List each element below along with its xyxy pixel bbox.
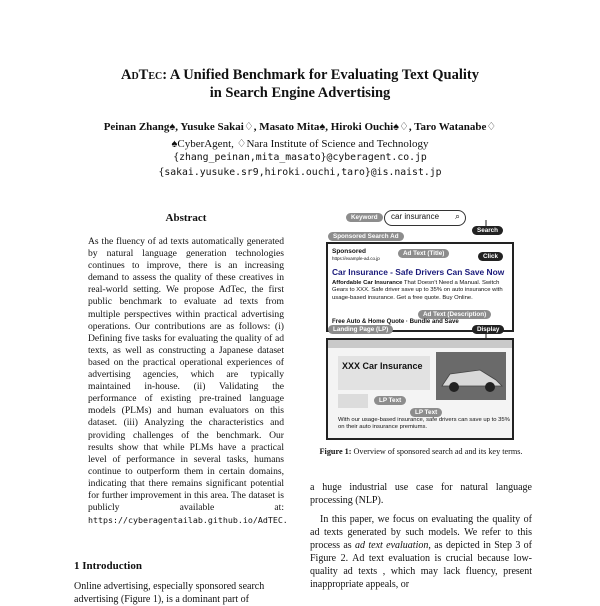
search-box[interactable] xyxy=(384,210,466,226)
right-column-text xyxy=(310,481,532,591)
sponsored-tag: Sponsored xyxy=(332,248,366,255)
title-rest: : A Unified Benchmark for Evaluating Text Quality xyxy=(162,67,480,83)
lp-thumb-block xyxy=(338,394,368,408)
click-label: Click xyxy=(478,252,503,261)
figure-1 xyxy=(318,206,518,442)
section-heading-introduction: 1 Introduction xyxy=(74,560,142,572)
paragraph-1: a huge industrial use case for natural language processing (NLP). xyxy=(310,482,532,506)
paper-title xyxy=(0,66,600,102)
ad-text-description-label: Ad Text (Description) xyxy=(418,310,491,319)
landing-page-box xyxy=(326,338,514,440)
ad-text-title-label: Ad Text (Title) xyxy=(398,249,449,258)
paragraph-2-b: , as depicted in Step 3 of Figure 2. Ad text evaluation is crucial because low-quality ad texts , which may lack fluency, present inappropriate appeals, or xyxy=(310,540,533,590)
ad-description-text: That Doesn't Need a Manual. Switch Gears to XXX. Safe driver save up to 35% on auto insurance with usage-based insurance. Get a free quote. Buy Online. xyxy=(332,280,503,301)
lp-text-label-1: LP Text xyxy=(374,396,406,405)
car-illustration xyxy=(436,352,506,400)
paragraph-2 xyxy=(310,513,532,591)
author-list: Peinan Zhang♠, Yusuke Sakai♢, Masato Mita♠, Hiroki Ouchi♠♢, Taro Watanabe♢ xyxy=(103,121,497,133)
search-icon[interactable]: ⌕ xyxy=(454,211,460,221)
sponsored-search-ad-label: Sponsored Search Ad xyxy=(328,232,404,241)
ad-sitelinks[interactable]: Free Auto & Home Quote · Bundle and Save xyxy=(332,318,459,325)
email-line-1: {zhang_peinan,mita_masato}@cyberagent.co.jp xyxy=(173,152,427,163)
title-line-2: in Search Engine Advertising xyxy=(209,85,391,101)
figure-caption xyxy=(310,447,532,456)
lp-body-text: With our usage-based insurance, safe drivers can save up to 35% on their auto insurance premiums. xyxy=(338,417,510,431)
search-query: car insurance xyxy=(391,212,440,221)
sponsored-ad-box[interactable] xyxy=(326,242,514,332)
paragraph-2-emphasis: ad text evaluation xyxy=(355,540,429,551)
introduction-text: Online advertising, especially sponsored search advertising (Figure 1), is a dominant part of xyxy=(74,581,265,605)
lp-heading: XXX Car Insurance xyxy=(342,361,423,371)
ad-description xyxy=(332,280,508,302)
email-line-2: {sakai.yusuke.sr9,hiroki.ouchi,taro}@is.naist.jp xyxy=(158,167,442,178)
title-benchmark-name: AdTec xyxy=(120,67,163,83)
dataset-url[interactable]: https://cyberagentailab.github.io/AdTEC. xyxy=(88,515,288,526)
ad-description-bold: Affordable Car Insurance xyxy=(332,280,403,286)
search-label: Search xyxy=(472,226,503,235)
paragraph-2-a: In this paper, we focus on evaluating the quality of ad texts generated by such models. We refer to this process as xyxy=(310,514,532,551)
affiliation: ♠CyberAgent, ♢Nara Institute of Science and Technology xyxy=(171,138,429,150)
caption-label: Figure 1: xyxy=(319,447,352,456)
landing-page-label: Landing Page (LP) xyxy=(328,325,393,334)
abstract-heading: Abstract xyxy=(165,212,207,224)
lp-nav-bar xyxy=(328,340,512,348)
display-label: Display xyxy=(472,325,504,334)
keyword-label: Keyword xyxy=(346,213,383,222)
abstract-text: As the fluency of ad texts automatically generated by natural language generation technologies continues to improve, there is an increasing demand to assess the quality of these creatives in real-world setting. We propose AdTec, the first public benchmark to evaluate ad texts from multiple perspectives within practical advertising operations. Our contributions are as follows: (i) Defining five tasks for evaluating the quality of ad texts, as well as constructing a Japanese dataset based on the practical operational experiences of advertising agencies, which are typically maintained in-house. (ii) Validating the performance of existing pre-trained language models (PLMs) and human evaluators on this dataset. (iii) Analyzing the characteristics and providing challenges of the benchmark. Our results show that while PLMs have a practical level of performance in several tasks, humans continue to outperform them in certain domains, indicating that there remains significant potential for further improvement in this area. The dataset is publicly available at: xyxy=(88,236,284,514)
lp-text-label-2: LP Text xyxy=(410,408,442,417)
abstract-body xyxy=(88,236,288,527)
ad-url: https://example-ad.co.jp xyxy=(332,256,380,261)
car-image xyxy=(436,352,506,400)
caption-text: Overview of sponsored search ad and its key terms. xyxy=(351,447,523,456)
ad-title[interactable]: Car Insurance - Safe Drivers Can Save Now xyxy=(332,267,505,277)
